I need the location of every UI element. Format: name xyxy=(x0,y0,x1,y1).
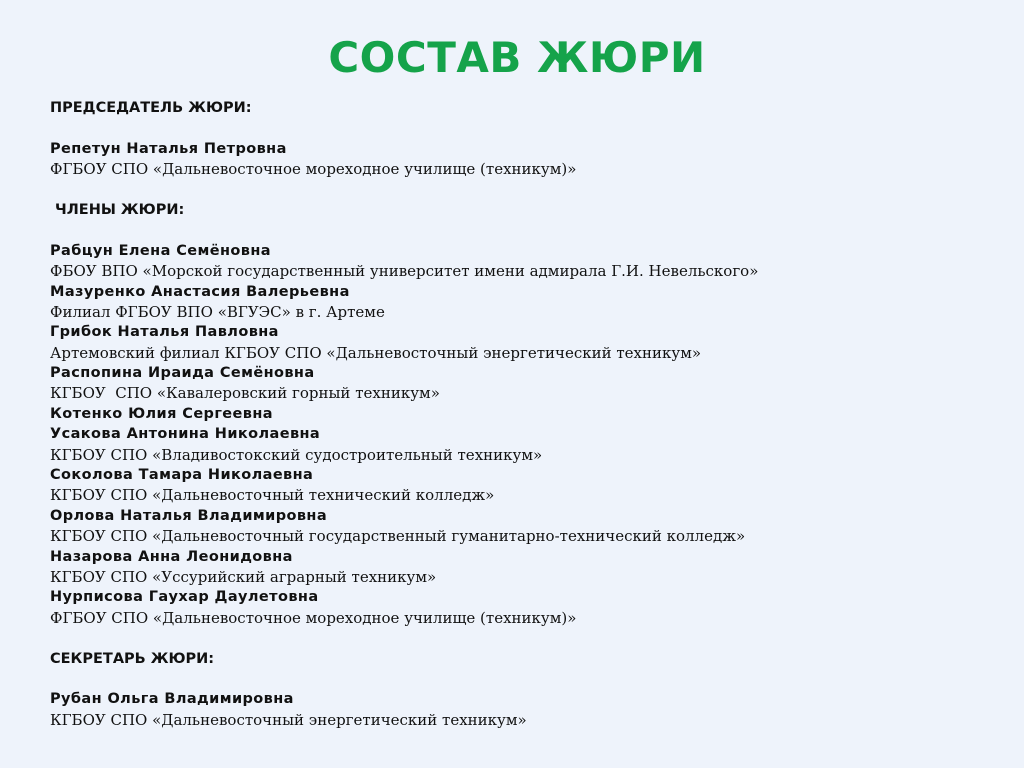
member-org: КГБОУ СПО «Дальневосточный государственный гуманитарно-технический колледж» xyxy=(50,527,746,546)
member-item xyxy=(50,506,984,547)
member-org: ФБОУ ВПО «Морской государственный университет имени адмирала Г.И. Невельского» xyxy=(50,262,759,281)
member-name: Распопина Ираида Семёновна xyxy=(50,365,315,382)
member-item xyxy=(50,282,984,323)
member-item xyxy=(50,424,984,465)
jury-list xyxy=(50,98,984,730)
member-org: КГБОУ СПО «Владивостокский судостроительный техникум» xyxy=(50,445,543,464)
member-item xyxy=(50,465,984,506)
member-name: Котенко Юлия Сергеевна xyxy=(50,405,273,422)
chairman-heading: ПРЕДСЕДАТЕЛЬ ЖЮРИ: xyxy=(50,100,252,116)
member-name: Мазуренко Анастасия Валерьевна xyxy=(50,283,350,300)
member-item xyxy=(50,363,984,404)
secretary-org: КГБОУ СПО «Дальневосточный энергетический техникум» xyxy=(50,710,527,729)
member-name: Грибок Наталья Павловна xyxy=(50,324,279,341)
member-org: Артемовский филиал КГБОУ СПО «Дальневосточный энергетический техникум» xyxy=(50,343,702,362)
member-org: КГБОУ СПО «Дальневосточный технический колледж» xyxy=(50,486,495,505)
member-name: Орлова Наталья Владимировна xyxy=(50,507,328,524)
member-name: Соколова Тамара Николаевна xyxy=(50,467,314,484)
member-org: ФГБОУ СПО «Дальневосточное мореходное училище (техникум)» xyxy=(50,608,577,627)
member-name: Рабцун Елена Семёновна xyxy=(50,242,271,259)
member-item xyxy=(50,547,984,588)
slide-title: СОСТАВ ЖЮРИ xyxy=(328,33,706,82)
member-name: Нурписова Гаухар Даулетовна xyxy=(50,589,319,606)
spacer xyxy=(50,628,984,648)
member-name: Назарова Анна Леонидовна xyxy=(50,548,293,565)
secretary-name: Рубан Ольга Владимировна xyxy=(50,691,294,708)
member-org: КГБОУ СПО «Кавалеровский горный техникум» xyxy=(50,384,440,403)
chairman-name: Репетун Наталья Петровна xyxy=(50,140,287,157)
secretary-heading: СЕКРЕТАРЬ ЖЮРИ: xyxy=(50,650,215,667)
spacer xyxy=(50,669,984,689)
spacer xyxy=(50,118,984,138)
chairman-org: ФГБОУ СПО «Дальневосточное мореходное училище (техникум)» xyxy=(50,160,577,179)
member-item xyxy=(50,322,984,363)
member-item xyxy=(50,587,984,628)
member-name: Усакова Антонина Николаевна xyxy=(50,426,321,443)
member-item xyxy=(50,241,984,282)
member-org: КГБОУ СПО «Уссурийский аграрный техникум» xyxy=(50,567,437,586)
members-heading: ЧЛЕНЫ ЖЮРИ: xyxy=(50,201,185,218)
spacer xyxy=(50,180,984,200)
spacer xyxy=(50,220,984,240)
member-item xyxy=(50,404,984,424)
member-org: Филиал ФГБОУ ВПО «ВГУЭС» в г. Артеме xyxy=(50,302,385,321)
